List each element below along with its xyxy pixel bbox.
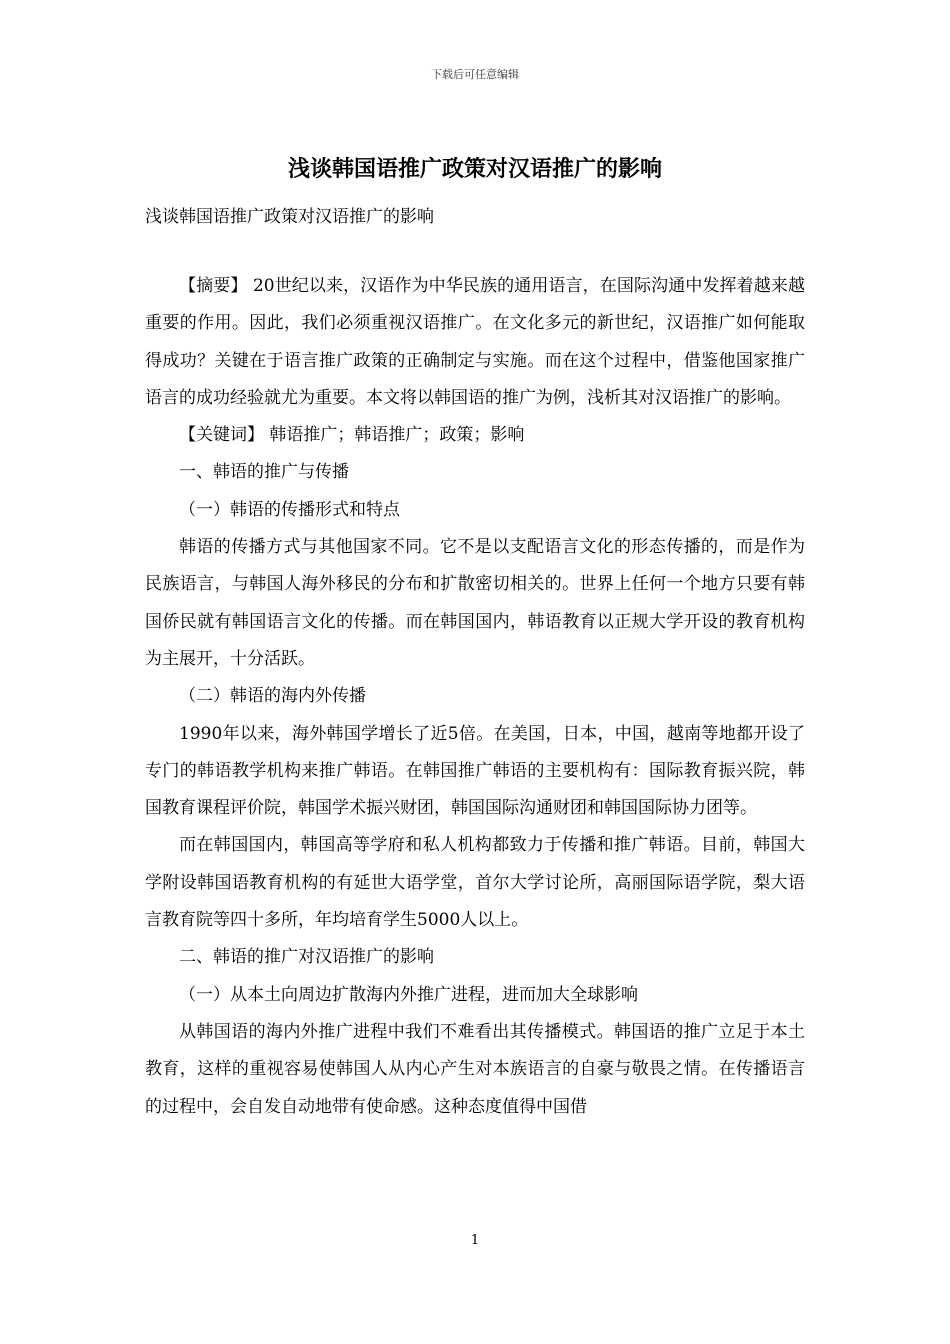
page-number: 1 [470,1233,480,1248]
document-subtitle: 浅谈韩国语推广政策对汉语推广的影响 [145,207,434,227]
header-note: 下载后可任意编辑 [431,68,519,81]
body-paragraph: 韩语的传播方式与其他国家不同。它不是以支配语言文化的形态传播的，而是作为民族语言，与韩国人海外移民的分布和扩散密切相关的。世界上任何一个地方只要有韩国侨民就有韩国语言文化的传播。而在韩国国内，韩语教育以正规大学开设的教育机构为主展开，十分活跃。 [145,537,805,669]
body-paragraph: 1990年以来，海外韩国学增长了近5倍。在美国，日本，中国，越南等地都开设了专门的韩语教学机构来推广韩语。在韩国推广韩语的主要机构有：国际教育振兴院，韩国教育课程评价院，韩国学术振兴财团，韩国国际沟通财团和韩国国际协力团等。 [145,723,805,819]
section-heading-2: 二、韩语的推广对汉语推广的影响 [179,947,434,968]
abstract-paragraph: 【摘要】 20世纪以来，汉语作为中华民族的通用语言，在国际沟通中发挥着越来越重要的作用。因此，我们必须重视汉语推广。在文化多元的新世纪，汉语推广如何能取得成功？关键在于语言推广政策的正确制定与实施。而在这个过程中，借鉴他国家推广语言的成功经验就尤为重要。本文将以韩国语的推广为例，浅析其对汉语推广的影响。 [145,276,805,408]
subsection-heading-1-1: （一）韩语的传播形式和特点 [179,499,400,520]
subsection-heading-1-2: （二）韩语的海内外传播 [179,686,366,707]
body-paragraph: 从韩国语的海内外推广进程中我们不难看出其传播模式。韩国语的推广立足于本土教育，这样的重视容易使韩国人从内心产生对本族语言的自豪与敬畏之情。在传播语言的过程中，会自发自动地带有使命感。这种态度值得中国借 [145,1021,805,1117]
document-body [145,268,805,1126]
document-title: 浅谈韩国语推广政策对汉语推广的影响 [287,156,662,182]
body-paragraph: 而在韩国国内，韩国高等学府和私人机构都致力于传播和推广韩语。目前，韩国大学附设韩国语教育机构的有延世大语学堂，首尔大学讨论所，高丽国际语学院，梨大语言教育院等四十多所，年均培育学生5000人以上。 [145,835,805,931]
section-heading-1: 一、韩语的推广与传播 [179,462,349,483]
keywords-paragraph: 【关键词】 韩语推广；韩语推广；政策；影响 [179,425,525,446]
subsection-heading-2-1: （一）从本土向周边扩散海内外推广进程，进而加大全球影响 [179,984,638,1005]
